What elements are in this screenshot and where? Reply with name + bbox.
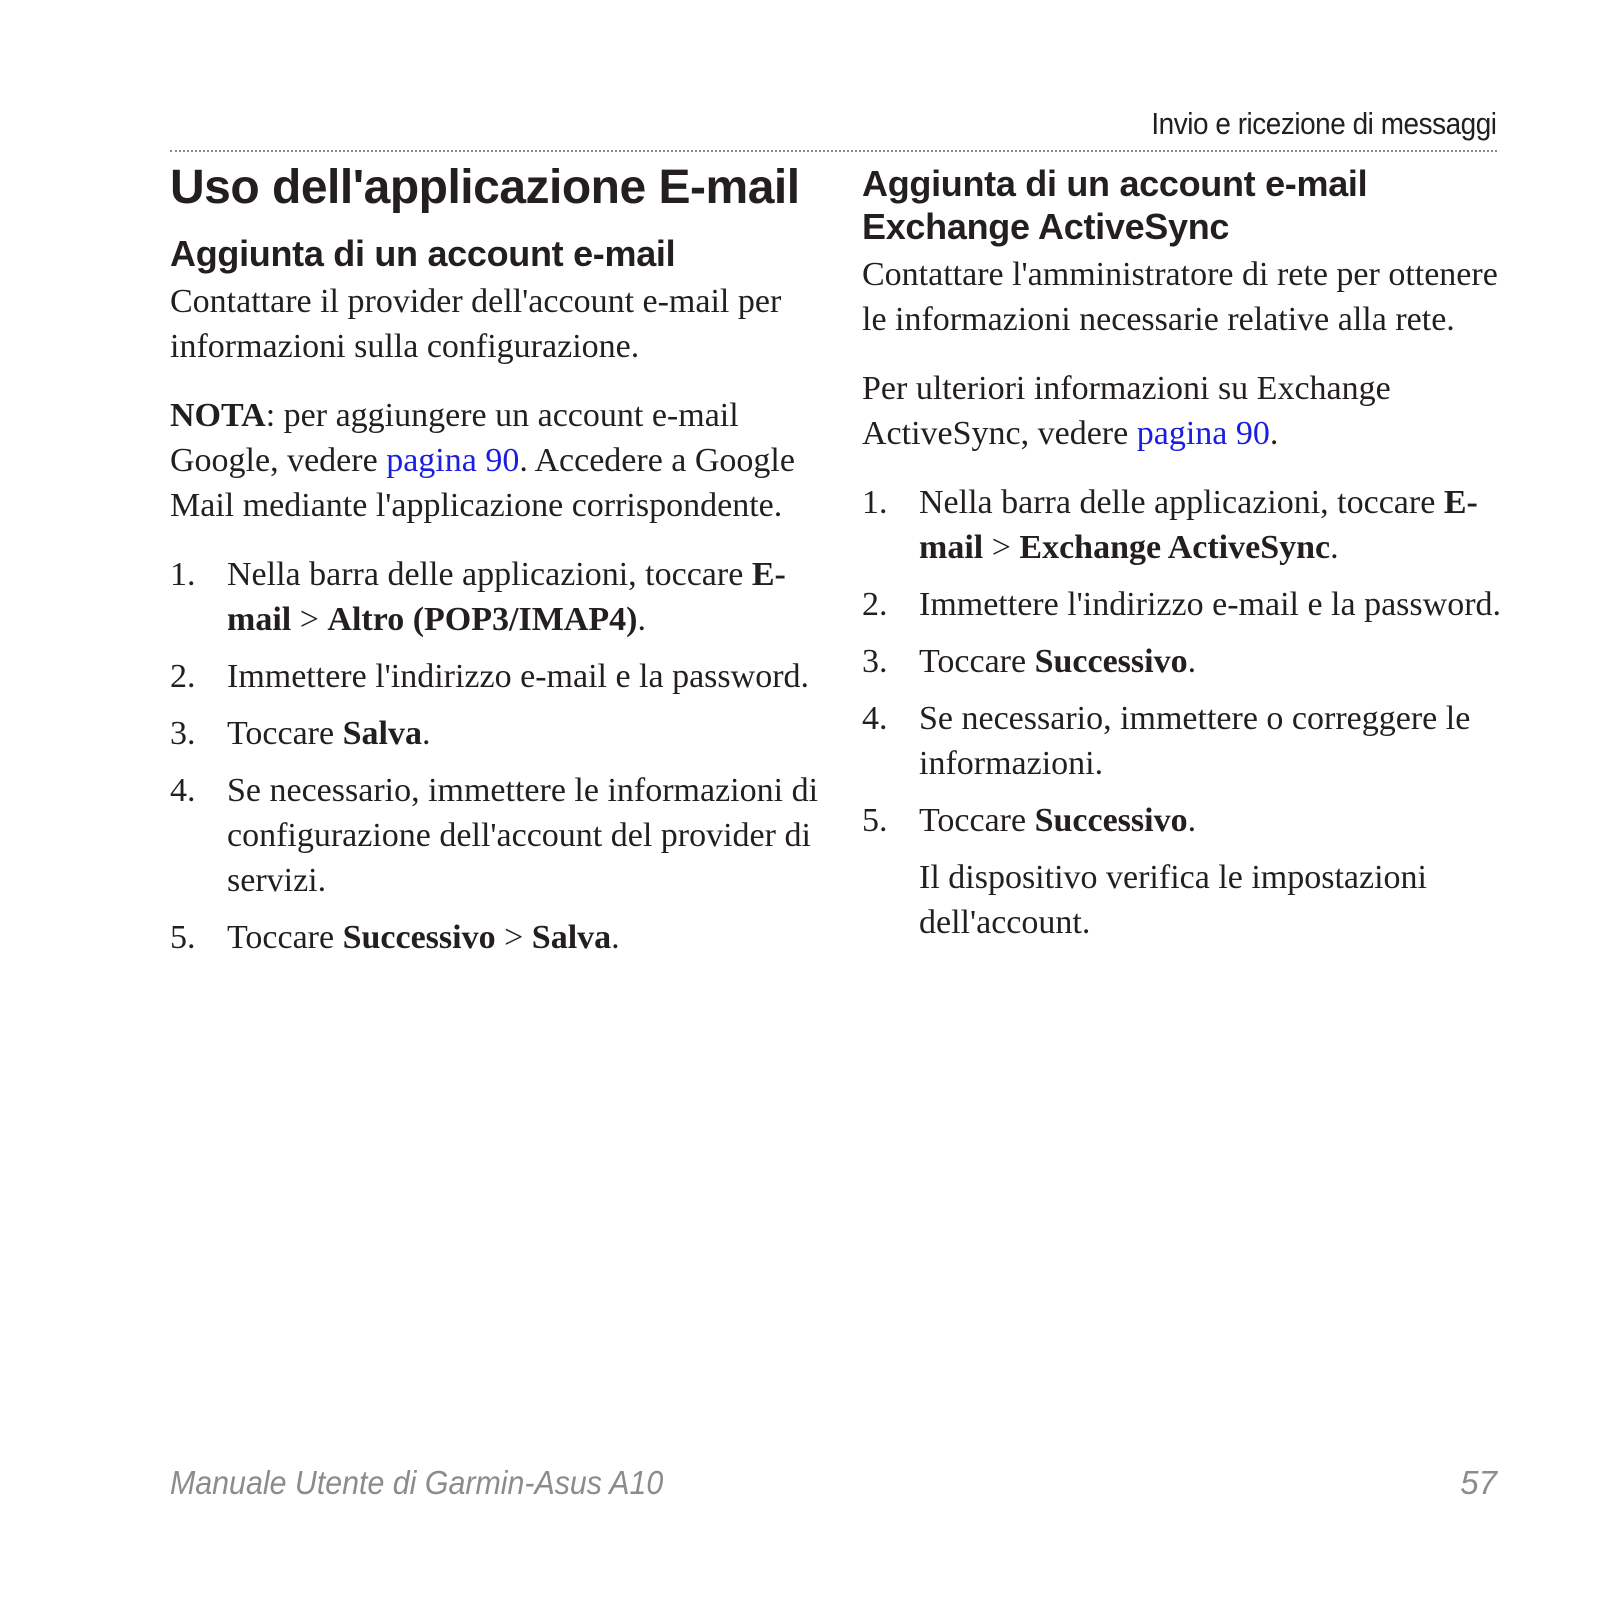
more-info-paragraph	[862, 366, 1502, 456]
step-text: Nella barra delle applicazioni, toccare	[227, 556, 752, 593]
right-intro-paragraph: Contattare l'amministratore di rete per ottenere le informazioni necessarie relative alla rete.	[862, 256, 1498, 338]
step-text: Toccare	[227, 919, 343, 956]
step-number: 4.	[862, 700, 888, 737]
step-number: 3.	[170, 715, 196, 752]
step-text: Nella barra delle applicazioni, toccare	[919, 484, 1444, 521]
step-text: Immettere l'indirizzo e-mail e la password.	[919, 586, 1502, 623]
right-section	[862, 162, 1502, 945]
more-text-2: .	[1269, 415, 1279, 452]
page-link-90[interactable]: pagina 90	[1136, 415, 1270, 452]
step-separator: >	[495, 919, 532, 956]
list-item	[170, 915, 820, 960]
step-bold: Successivo	[1034, 643, 1188, 680]
result-paragraph: Il dispositivo verifica le impostazioni dell'account.	[919, 859, 1428, 941]
step-number: 4.	[170, 772, 196, 809]
step-number: 3.	[862, 643, 888, 680]
step-end: .	[421, 715, 431, 752]
list-item	[862, 696, 1502, 786]
list-item	[170, 654, 820, 699]
left-intro-paragraph: Contattare il provider dell'account e-mail per informazioni sulla configurazione.	[170, 283, 782, 365]
step-text: Toccare	[227, 715, 343, 752]
step-bold: Salva	[342, 715, 422, 752]
step-end: .	[611, 919, 620, 956]
heading-line-2: Exchange ActiveSync	[862, 206, 1230, 247]
section-heading-exchange	[862, 162, 1502, 248]
list-item	[862, 798, 1502, 843]
page-title: Uso dell'applicazione E-mail	[170, 161, 800, 214]
step-separator: >	[983, 529, 1020, 566]
step-number: 1.	[170, 556, 196, 593]
list-item	[170, 552, 820, 642]
step-end: .	[1330, 529, 1339, 566]
list-item	[862, 582, 1502, 627]
step-end: .	[637, 601, 646, 638]
note-label: NOTA	[170, 397, 266, 434]
step-bold: Altro (POP3/IMAP4)	[327, 601, 638, 638]
heading-line-1: Aggiunta di un account e-mail	[862, 163, 1368, 204]
note-text-1: : per aggiungere un account e-mail Google, vedere	[170, 397, 739, 479]
step-number: 5.	[170, 919, 196, 956]
header-divider	[170, 150, 1497, 152]
list-item	[170, 711, 820, 756]
step-bold: Successivo	[342, 919, 496, 956]
step-text: Toccare	[919, 643, 1035, 680]
manual-title: Manuale Utente di Garmin-Asus A10	[170, 1464, 664, 1501]
step-text: Se necessario, immettere o correggere le informazioni.	[919, 700, 1471, 782]
step-separator: >	[291, 601, 328, 638]
left-section	[170, 232, 820, 960]
right-steps-list	[862, 480, 1502, 843]
step-text: Immettere l'indirizzo e-mail e la password.	[227, 658, 810, 695]
list-item	[862, 480, 1502, 570]
list-item	[170, 768, 820, 903]
left-steps-list	[170, 552, 820, 960]
section-heading-add-account: Aggiunta di un account e-mail	[170, 233, 676, 274]
step-bold: E-mail	[919, 484, 1478, 566]
step-bold: E-mail	[227, 556, 786, 638]
more-text-1: Per ulteriori informazioni su Exchange ActiveSync, vedere	[862, 370, 1391, 452]
step-number: 5.	[862, 802, 888, 839]
note-paragraph	[170, 393, 820, 528]
page-number: 57	[1460, 1464, 1497, 1501]
note-text-2: . Accedere a Google Mail mediante l'applicazione corrispondente.	[170, 442, 795, 524]
step-bold: Exchange ActiveSync	[1019, 529, 1331, 566]
list-item	[862, 639, 1502, 684]
step-number: 1.	[862, 484, 888, 521]
step-end: .	[1187, 802, 1197, 839]
page-link-90[interactable]: pagina 90	[386, 442, 520, 479]
step-end: .	[1187, 643, 1197, 680]
step-number: 2.	[170, 658, 196, 695]
step-text: Se necessario, immettere le informazioni di configurazione dell'account del provider di servizi.	[227, 772, 819, 899]
section-title: Invio e ricezione di messaggi	[1151, 106, 1497, 141]
step-text: Toccare	[919, 802, 1035, 839]
step-bold: Salva	[531, 919, 612, 956]
step-number: 2.	[862, 586, 888, 623]
step-bold: Successivo	[1034, 802, 1188, 839]
